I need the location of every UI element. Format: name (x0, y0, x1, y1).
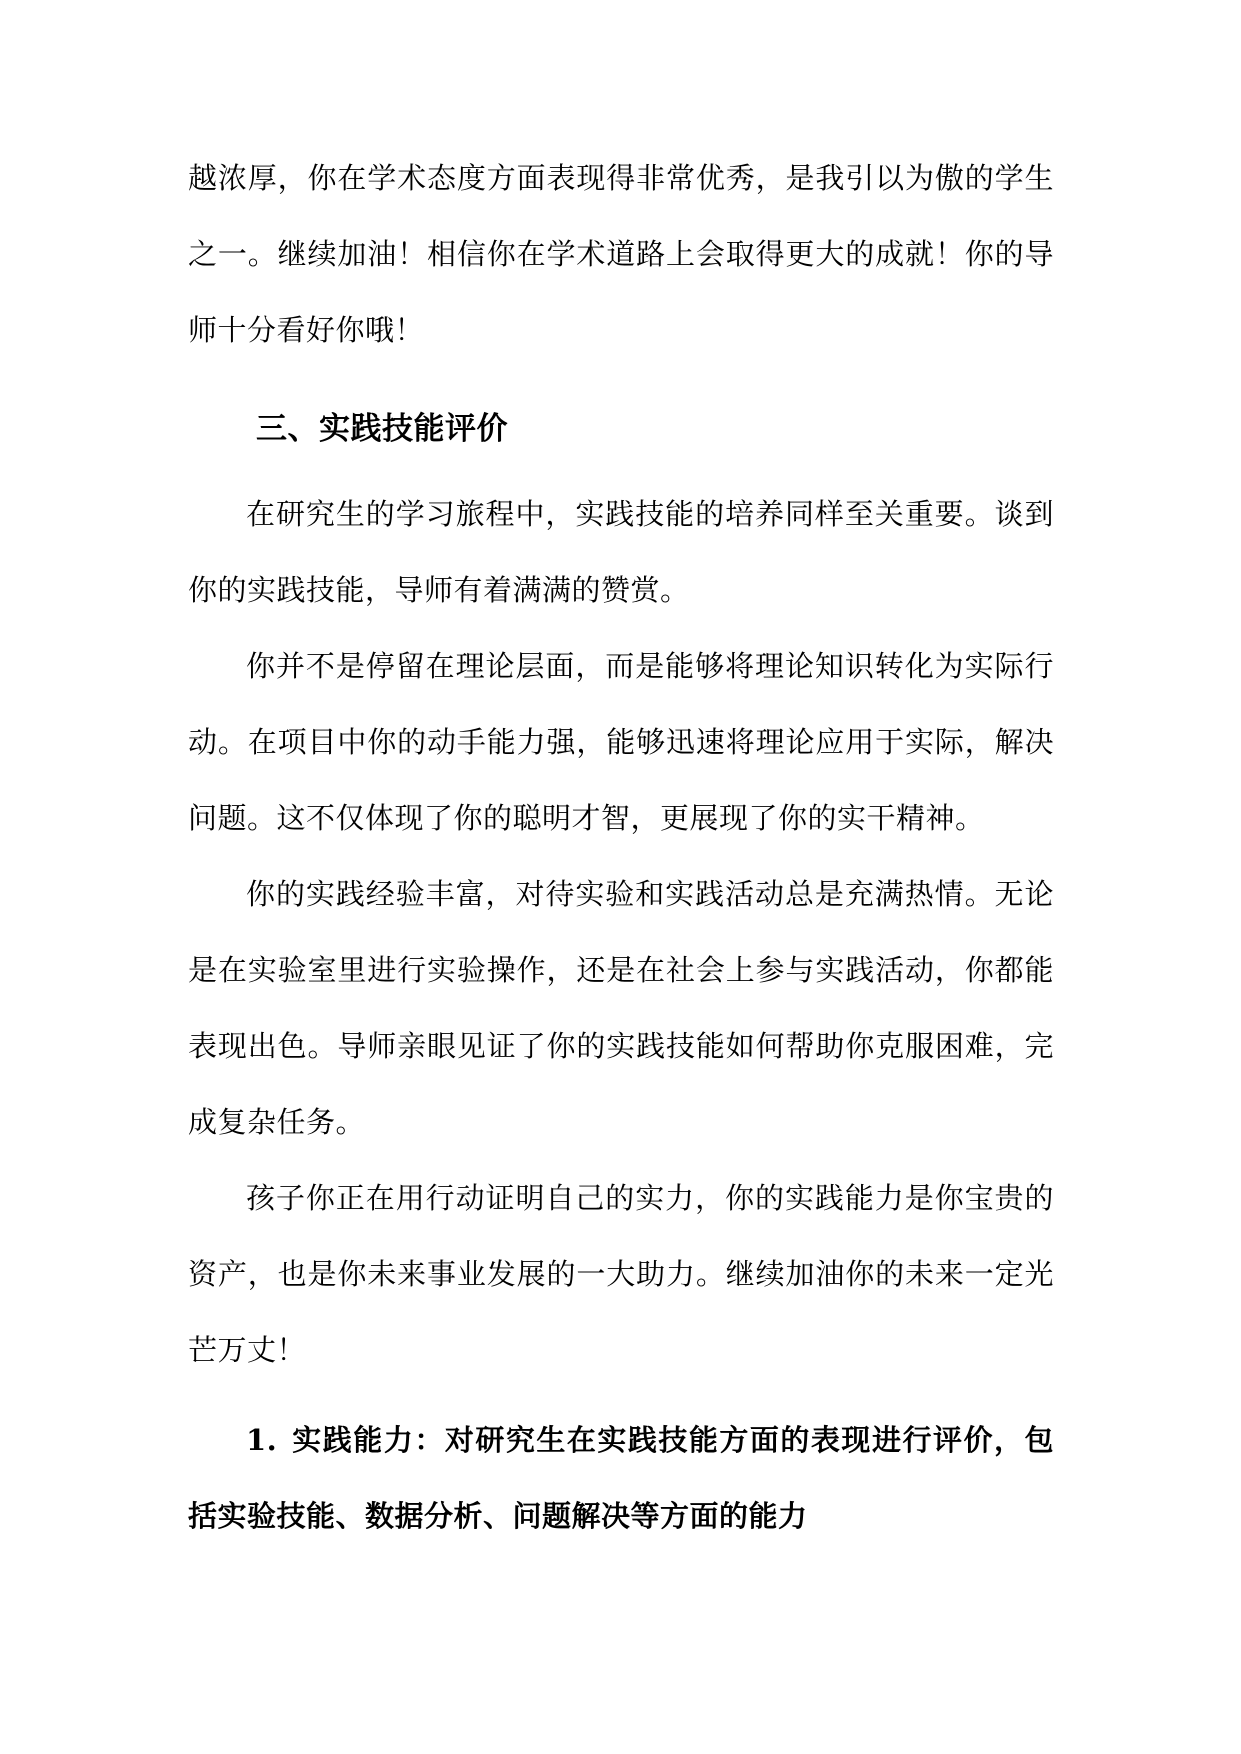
section-heading: 三、实践技能评价 (256, 411, 508, 447)
sub-heading (188, 1402, 1054, 1554)
paragraph-1: 在研究生的学习旅程中，实践技能的培养同样至关重要。谈到你的实践技能，导师有着满满的赞赏。 (188, 497, 1054, 607)
continuation-paragraph: 越浓厚，你在学术态度方面表现得非常优秀，是我引以为傲的学生之一。继续加油！相信你在学术道路上会取得更大的成就！你的导师十分看好你哦！ (188, 161, 1054, 347)
paragraph-4: 孩子你正在用行动证明自己的实力，你的实践能力是你宝贵的资产，也是你未来事业发展的一大助力。继续加油你的未来一定光芒万丈！ (188, 1181, 1054, 1367)
paragraph-2: 你并不是停留在理论层面，而是能够将理论知识转化为实际行动。在项目中你的动手能力强，能够迅速将理论应用于实际，解决问题。这不仅体现了你的聪明才智，更展现了你的实干精神。 (188, 649, 1054, 835)
document-body (188, 140, 1054, 1554)
paragraph-3: 你的实践经验丰富，对待实验和实践活动总是充满热情。无论是在实验室里进行实验操作，还是在社会上参与实践活动，你都能表现出色。导师亲眼见证了你的实践技能如何帮助你克服困难，完成复杂任务。 (188, 877, 1054, 1139)
sub-heading-text: 实践能力：对研究生在实践技能方面的表现进行评价，包括实验技能、数据分析、问题解决等方面的能力 (188, 1423, 1054, 1533)
sub-heading-number: 1. (246, 1423, 278, 1457)
